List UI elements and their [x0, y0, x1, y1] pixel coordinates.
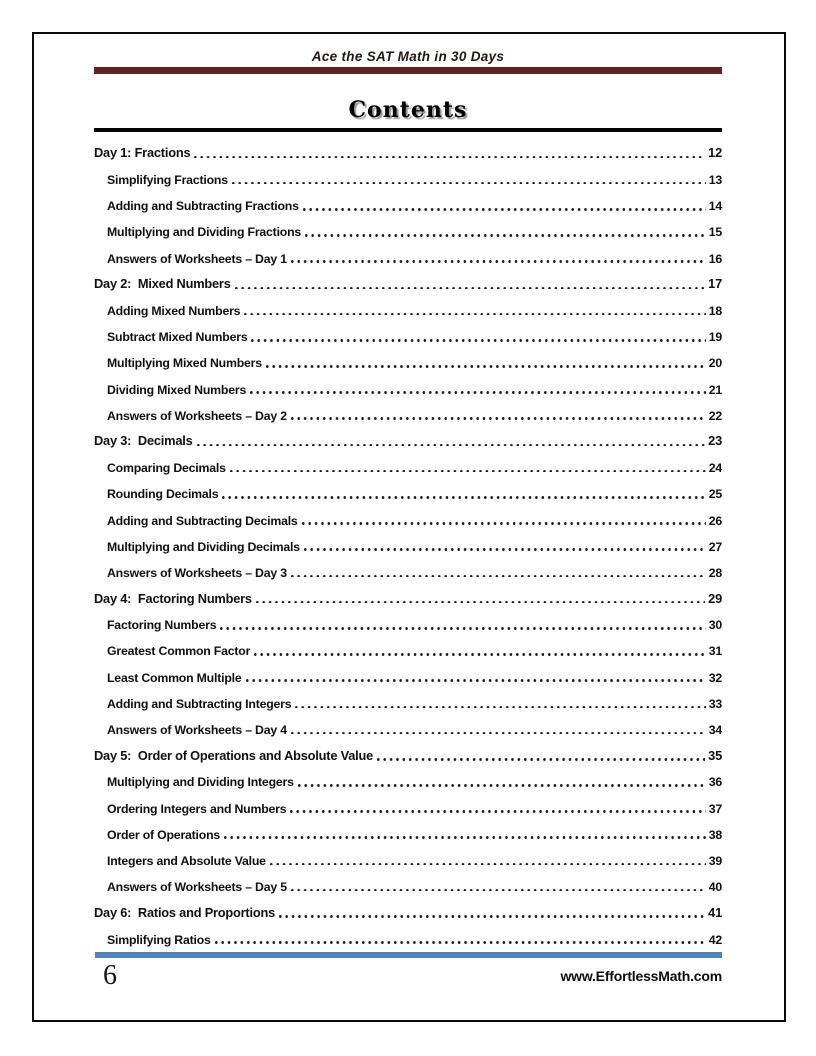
toc-entry-page: 29 — [708, 590, 722, 606]
toc-row[interactable] — [94, 376, 722, 402]
toc-dot-leader — [305, 234, 706, 237]
toc-entry-page: 37 — [708, 801, 722, 816]
toc-entry-label: Answers of Worksheets – Day 3 — [107, 565, 287, 580]
toc-row[interactable] — [94, 585, 722, 611]
toc-entry-label: Day 5: Order of Operations and Absolute Value — [94, 747, 374, 763]
toc-entry-page: 32 — [708, 670, 722, 685]
toc-entry-page: 30 — [708, 618, 722, 633]
toc-dot-leader — [194, 156, 705, 159]
toc-row[interactable] — [94, 192, 722, 218]
toc-entry-label: Day 6: Ratios and Proportions — [94, 904, 276, 920]
toc-row[interactable] — [94, 480, 722, 506]
toc-entry-label: Dividing Mixed Numbers — [107, 382, 247, 397]
toc-entry-page: 38 — [708, 827, 722, 842]
toc-row[interactable] — [94, 742, 722, 768]
toc-row[interactable] — [94, 166, 722, 192]
toc-dot-leader — [246, 679, 706, 682]
toc-row[interactable] — [94, 795, 722, 821]
toc-dot-leader — [298, 784, 706, 787]
toc-entry-page: 36 — [708, 775, 722, 790]
toc-entry-label: Day 2: Mixed Numbers — [94, 276, 231, 292]
toc-row[interactable] — [94, 402, 722, 428]
toc-entry-label: Answers of Worksheets – Day 1 — [107, 251, 287, 266]
toc-dot-leader — [291, 889, 706, 892]
toc-dot-leader — [270, 863, 706, 866]
toc-list — [94, 140, 722, 952]
toc-dot-leader — [295, 706, 705, 709]
toc-row[interactable] — [94, 350, 722, 376]
toc-row[interactable] — [94, 533, 722, 559]
toc-entry-label: Day 1: Fractions — [94, 145, 191, 161]
toc-row[interactable] — [94, 297, 722, 323]
toc-entry-label: Comparing Decimals — [107, 461, 226, 476]
toc-entry-page: 22 — [708, 408, 722, 423]
toc-entry-page: 19 — [708, 330, 722, 345]
toc-entry-page: 34 — [708, 723, 722, 738]
toc-row[interactable] — [94, 716, 722, 742]
toc-entry-page: 17 — [708, 276, 722, 292]
toc-dot-leader — [291, 732, 706, 735]
toc-entry-label: Rounding Decimals — [107, 487, 219, 502]
toc-entry-label: Day 4: Factoring Numbers — [94, 590, 252, 606]
toc-entry-page: 21 — [708, 382, 722, 397]
toc-entry-page: 31 — [708, 644, 722, 659]
toc-row[interactable] — [94, 140, 722, 166]
toc-entry-page: 18 — [708, 304, 722, 319]
toc-row[interactable] — [94, 690, 722, 716]
toc-dot-leader — [230, 470, 706, 473]
toc-entry-label: Ordering Integers and Numbers — [107, 801, 287, 816]
running-header-title: Ace the SAT Math in 30 Days — [311, 49, 505, 64]
toc-row[interactable] — [94, 769, 722, 795]
toc-dot-leader — [304, 548, 706, 551]
toc-entry-label: Answers of Worksheets – Day 2 — [107, 408, 287, 423]
toc-dot-leader — [197, 444, 706, 447]
toc-entry-label: Multiplying Mixed Numbers — [107, 356, 262, 371]
toc-entry-label: Subtract Mixed Numbers — [107, 330, 248, 345]
toc-dot-leader — [291, 575, 706, 578]
contents-heading-rule — [94, 128, 722, 132]
toc-entry-page: 14 — [708, 199, 722, 214]
toc-entry-page: 16 — [708, 251, 722, 266]
header-rule — [94, 67, 722, 74]
toc-entry-page: 27 — [708, 539, 722, 554]
toc-entry-page: 25 — [708, 487, 722, 502]
toc-entry-label: Factoring Numbers — [107, 618, 217, 633]
toc-entry-page: 41 — [708, 904, 722, 920]
toc-entry-label: Simplifying Ratios — [107, 932, 211, 947]
toc-dot-leader — [256, 601, 705, 604]
toc-row[interactable] — [94, 926, 722, 952]
toc-dot-leader — [224, 836, 706, 839]
toc-entry-page: 20 — [708, 356, 722, 371]
toc-entry-page: 28 — [708, 565, 722, 580]
toc-row[interactable] — [94, 245, 722, 271]
toc-entry-page: 15 — [708, 225, 722, 240]
toc-entry-page: 13 — [708, 173, 722, 188]
toc-dot-leader — [232, 182, 706, 185]
toc-entry-label: Adding Mixed Numbers — [107, 304, 241, 319]
toc-dot-leader — [250, 391, 706, 394]
toc-entry-label: Answers of Worksheets – Day 4 — [107, 723, 287, 738]
toc-dot-leader — [290, 810, 705, 813]
contents-heading: Contents — [348, 97, 468, 123]
toc-dot-leader — [291, 260, 706, 263]
toc-entry-label: Simplifying Fractions — [107, 173, 228, 188]
toc-entry-page: 33 — [708, 696, 722, 711]
footer-page-number: 6 — [103, 960, 117, 991]
toc-entry-label: Adding and Subtracting Fractions — [107, 199, 299, 214]
toc-row[interactable] — [94, 664, 722, 690]
toc-row[interactable] — [94, 559, 722, 585]
toc-row[interactable] — [94, 428, 722, 454]
footer-rule — [95, 952, 722, 958]
toc-entry-page: 42 — [708, 932, 722, 947]
toc-row[interactable] — [94, 454, 722, 480]
toc-row[interactable] — [94, 899, 722, 925]
toc-entry-label: Answers of Worksheets – Day 5 — [107, 880, 287, 895]
toc-dot-leader — [235, 287, 706, 290]
toc-row[interactable] — [94, 873, 722, 899]
toc-entry-label: Order of Operations — [107, 827, 221, 842]
toc-entry-page: 35 — [708, 747, 722, 763]
toc-entry-label: Multiplying and Dividing Decimals — [107, 539, 300, 554]
toc-row[interactable] — [94, 271, 722, 297]
toc-entry-label: Greatest Common Factor — [107, 644, 251, 659]
toc-entry-page: 12 — [708, 145, 722, 161]
toc-entry-page: 39 — [708, 853, 722, 868]
toc-entry-page: 24 — [708, 461, 722, 476]
toc-row[interactable] — [94, 507, 722, 533]
toc-row[interactable] — [94, 821, 722, 847]
toc-entry-page: 26 — [708, 513, 722, 528]
toc-dot-leader — [251, 339, 705, 342]
toc-entry-label: Day 3: Decimals — [94, 433, 193, 449]
toc-entry-label: Least Common Multiple — [107, 670, 242, 685]
toc-entry-label: Multiplying and Dividing Integers — [107, 775, 294, 790]
toc-dot-leader — [220, 627, 705, 630]
toc-dot-leader — [377, 758, 705, 761]
toc-entry-label: Multiplying and Dividing Fractions — [107, 225, 302, 240]
toc-entry-label: Integers and Absolute Value — [107, 853, 266, 868]
toc-row[interactable] — [94, 219, 722, 245]
toc-row[interactable] — [94, 847, 722, 873]
footer-site-link[interactable]: www.EffortlessMath.com — [560, 968, 722, 984]
toc-entry-page: 40 — [708, 880, 722, 895]
toc-dot-leader — [266, 365, 706, 368]
toc-entry-page: 23 — [708, 433, 722, 449]
toc-row[interactable] — [94, 323, 722, 349]
toc-entry-label: Adding and Subtracting Decimals — [107, 513, 298, 528]
toc-row[interactable] — [94, 611, 722, 637]
toc-entry-label: Adding and Subtracting Integers — [107, 696, 292, 711]
toc-dot-leader — [279, 915, 705, 918]
toc-dot-leader — [215, 941, 706, 944]
toc-dot-leader — [222, 496, 705, 499]
toc-row[interactable] — [94, 638, 722, 664]
toc-dot-leader — [302, 522, 706, 525]
toc-dot-leader — [291, 417, 706, 420]
toc-dot-leader — [244, 313, 705, 316]
toc-dot-leader — [254, 653, 706, 656]
toc-dot-leader — [303, 208, 706, 211]
